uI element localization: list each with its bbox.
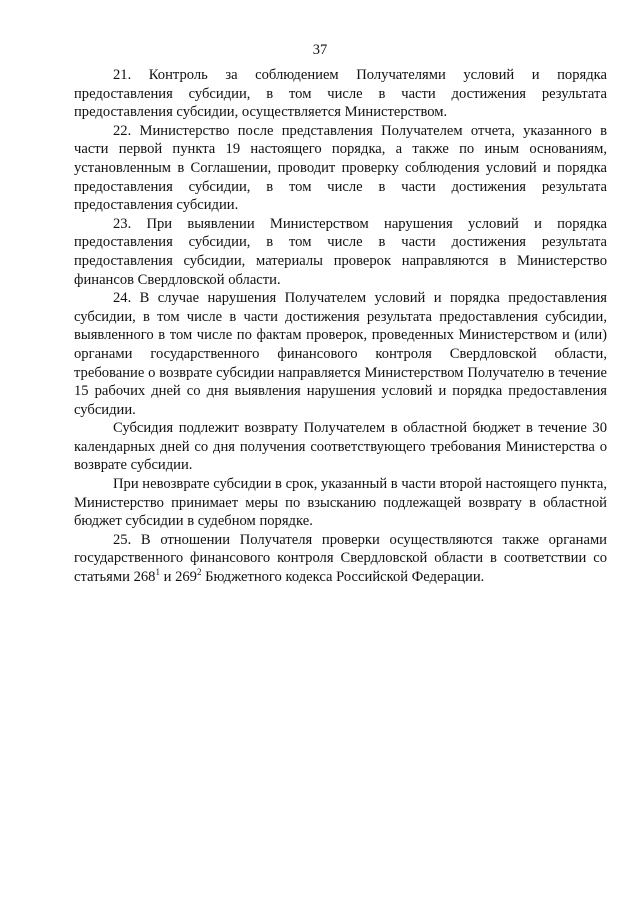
paragraph-21: 21. Контроль за соблюдением Получателями условий и порядка предоставления субсидии, в том числе в части достижения результата предоставления субсидии, осуществляется Министерством. [74, 67, 607, 121]
document-body [74, 66, 607, 587]
paragraph-25-text-b: и 269 [159, 569, 197, 586]
paragraph-24: 24. В случае нарушения Получателем условий и порядка предоставления субсидии, в том числе в части достижения результата предоставления субсидии, выявленного в том числе по фактам проверок, проведенных Министерством и (или) органами государственного финансового контроля Свердловской области, требование о возврате субсидии направляется Министерством Получателю в течение 15 рабочих дней со дня выявления нарушения условий и порядка предоставления субсидии. [74, 290, 607, 418]
superscript-1: 1 [155, 567, 160, 578]
paragraph-24-part-2: Субсидия подлежит возврату Получателем в областной бюджет в течение 30 календарных дней со дня получения соответствующего требования Министерства о возврате субсидии. [74, 420, 607, 474]
paragraph-25-text-c: Бюджетного кодекса Российской Федерации. [201, 569, 485, 586]
page-number: 37 [312, 42, 328, 58]
paragraph-25 [74, 531, 607, 587]
paragraph-25-text-a: 25. В отношении Получателя проверки осуществляются также органами государственного финансового контроля Свердловской области в соответствии со статьями 268 [74, 531, 607, 586]
paragraph-23: 23. При выявлении Министерством нарушения условий и порядка предоставления субсидии, в том числе в части достижения результата предоставления субсидии, материалы проверок направляются в Министерство финансов Свердловской области. [74, 215, 607, 288]
paragraph-22: 22. Министерство после представления Получателем отчета, указанного в части первой пункта 19 настоящего порядка, а также по иным основаниям, установленным в Соглашении, проводит проверку соблюдения условий и порядка предоставления субсидии, в том числе в части достижения результата предоставления субсидии. [74, 122, 607, 214]
superscript-2: 2 [196, 567, 202, 578]
paragraph-24-part-3: При невозврате субсидии в срок, указанный в части второй настоящего пункта, Министерство принимает меры по взысканию подлежащей возврату в областной бюджет субсидии в судебном порядке. [74, 476, 607, 530]
